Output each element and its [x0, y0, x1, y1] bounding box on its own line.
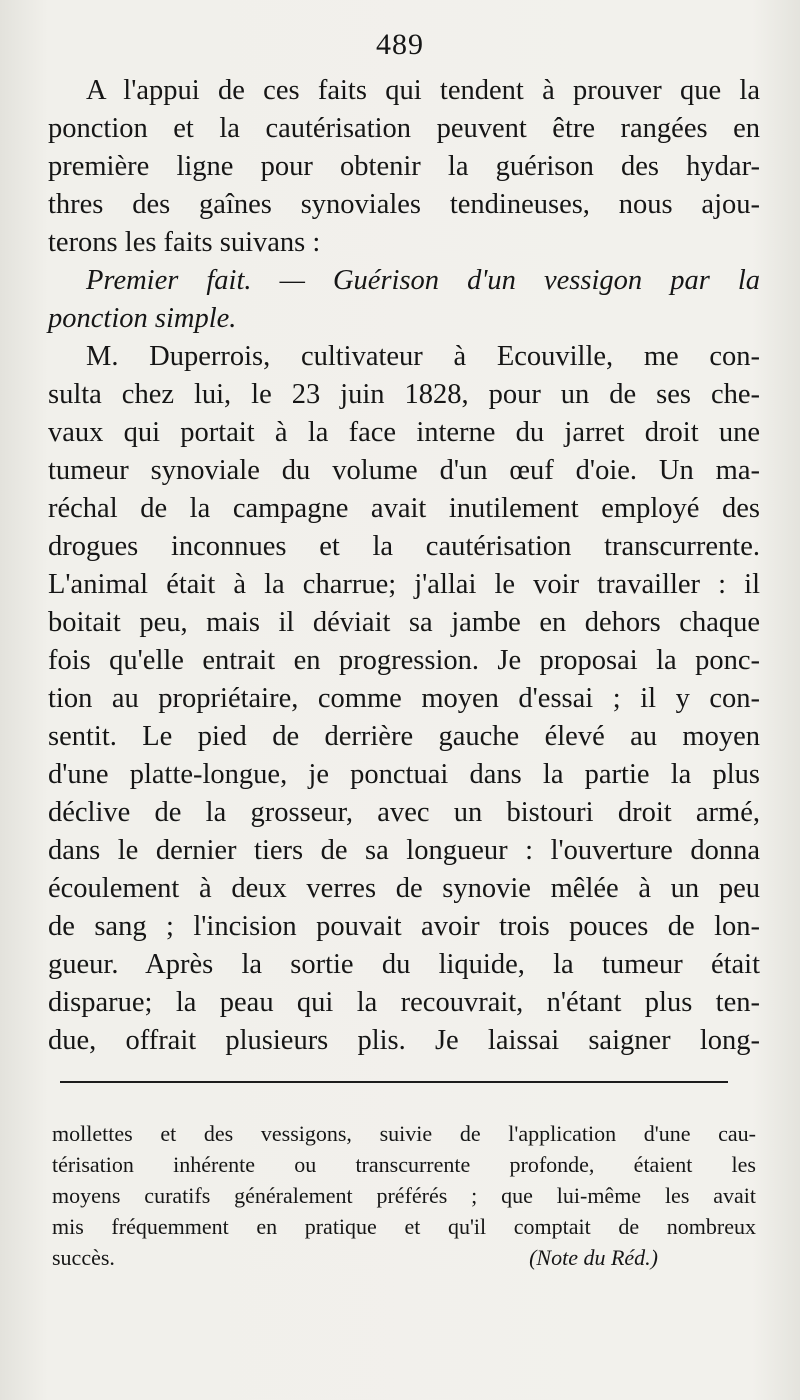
- text-line: gueur. Après la sortie du liquide, la tumeur était: [48, 949, 760, 980]
- body-text: [48, 72, 760, 1060]
- text-line: réchal de la campagne avait inutilement employé des: [48, 493, 760, 524]
- text-line: drogues inconnues et la cautérisation transcurrente.: [48, 531, 760, 562]
- footnote: [52, 1118, 756, 1273]
- text-line: terons les faits suivans :: [48, 227, 321, 258]
- text-line: écoulement à deux verres de synovie mêlée à un peu: [48, 873, 760, 904]
- text-line: ponction et la cautérisation peuvent être rangées en: [48, 113, 760, 144]
- editor-note: (Note du Réd.): [529, 1245, 658, 1270]
- footnote-separator: [60, 1081, 728, 1083]
- text-line: sentit. Le pied de derrière gauche élevé au moyen: [48, 721, 760, 752]
- text-line: d'une platte-longue, je ponctuai dans la partie la plus: [48, 759, 760, 790]
- text-line: M. Duperrois, cultivateur à Ecouville, me con-: [86, 341, 760, 372]
- text-line: sulta chez lui, le 23 juin 1828, pour un de ses che-: [48, 379, 760, 410]
- footnote-line: mollettes et des vessigons, suivie de l'application d'une cau-: [52, 1121, 756, 1146]
- text-line: déclive de la grosseur, avec un bistouri droit armé,: [48, 797, 760, 828]
- page-number: 489: [376, 28, 424, 61]
- footnote-line: moyens curatifs généralement préférés ; que lui-même les avait: [52, 1183, 756, 1208]
- text-line: boitait peu, mais il déviait sa jambe en dehors chaque: [48, 607, 760, 638]
- text-line: thres des gaînes synoviales tendineuses, nous ajou-: [48, 189, 760, 220]
- text-line: dans le dernier tiers de sa longueur : l'ouverture donna: [48, 835, 760, 866]
- text-line: A l'appui de ces faits qui tendent à prouver que la: [86, 75, 760, 106]
- text-line: de sang ; l'incision pouvait avoir trois pouces de lon-: [48, 911, 760, 942]
- footnote-last-line: [52, 1242, 756, 1273]
- footnote-line: térisation inhérente ou transcurrente profonde, étaient les: [52, 1152, 756, 1177]
- text-line: fois qu'elle entrait en progression. Je proposai la ponc-: [48, 645, 760, 676]
- text-line: disparue; la peau qui la recouvrait, n'étant plus ten-: [48, 987, 760, 1018]
- text-line: tion au propriétaire, comme moyen d'essai ; il y con-: [48, 683, 760, 714]
- text-line: vaux qui portait à la face interne du jarret droit une: [48, 417, 760, 448]
- text-line: tumeur synoviale du volume d'un œuf d'oie. Un ma-: [48, 455, 760, 486]
- footnote-line: mis fréquemment en pratique et qu'il comptait de nombreux: [52, 1214, 756, 1239]
- text-line: L'animal était à la charrue; j'allai le voir travailler : il: [48, 569, 760, 600]
- text-line: première ligne pour obtenir la guérison des hydar-: [48, 151, 760, 182]
- text-line: due, offrait plusieurs plis. Je laissai saigner long-: [48, 1025, 760, 1056]
- case-heading: Premier fait. — Guérison d'un vessigon par la: [86, 265, 760, 296]
- case-heading: ponction simple.: [48, 303, 237, 334]
- footnote-end-word: succès.: [52, 1245, 115, 1270]
